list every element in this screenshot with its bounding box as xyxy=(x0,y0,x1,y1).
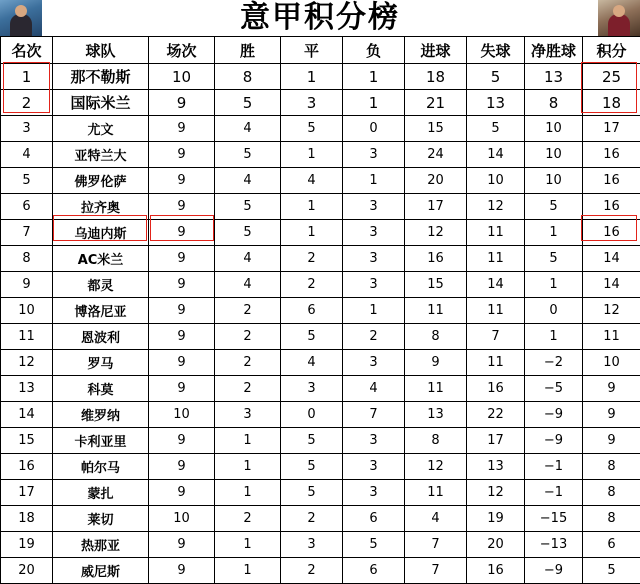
cell-rank: 13 xyxy=(1,376,53,402)
column-header-goal-diff: 净胜球 xyxy=(525,37,583,64)
cell-rank: 12 xyxy=(1,350,53,376)
cell-win: 4 xyxy=(215,168,281,194)
cell-played: 10 xyxy=(149,506,215,532)
cell-loss: 3 xyxy=(343,428,405,454)
cell-played: 9 xyxy=(149,90,215,116)
table-row[interactable] xyxy=(1,142,640,168)
cell-win: 4 xyxy=(215,272,281,298)
cell-played: 10 xyxy=(149,402,215,428)
cell-team: 国际米兰 xyxy=(53,90,149,116)
cell-goals-against: 7 xyxy=(467,324,525,350)
cell-team: 都灵 xyxy=(53,272,149,298)
cell-goals-against: 12 xyxy=(467,194,525,220)
cell-draw: 5 xyxy=(281,428,343,454)
cell-goals-against: 11 xyxy=(467,350,525,376)
cell-rank: 17 xyxy=(1,480,53,506)
cell-team: 博洛尼亚 xyxy=(53,298,149,324)
cell-points: 6 xyxy=(583,532,640,558)
cell-loss: 4 xyxy=(343,376,405,402)
cell-goals-for: 16 xyxy=(405,246,467,272)
cell-goal-diff: 10 xyxy=(525,116,583,142)
cell-goal-diff: −15 xyxy=(525,506,583,532)
cell-team: 科莫 xyxy=(53,376,149,402)
cell-rank: 19 xyxy=(1,532,53,558)
cell-goals-for: 17 xyxy=(405,194,467,220)
cell-rank: 6 xyxy=(1,194,53,220)
cell-points: 25 xyxy=(583,64,640,90)
cell-points: 9 xyxy=(583,428,640,454)
photo-figure-right xyxy=(608,14,630,36)
table-row[interactable] xyxy=(1,298,640,324)
cell-team: 乌迪内斯 xyxy=(53,220,149,246)
cell-goal-diff: 13 xyxy=(525,64,583,90)
cell-win: 3 xyxy=(215,402,281,428)
cell-draw: 5 xyxy=(281,324,343,350)
cell-loss: 7 xyxy=(343,402,405,428)
photo-head-right xyxy=(613,5,625,17)
cell-goal-diff: −5 xyxy=(525,376,583,402)
table-row[interactable] xyxy=(1,480,640,506)
cell-draw: 1 xyxy=(281,142,343,168)
cell-points: 9 xyxy=(583,402,640,428)
cell-rank: 3 xyxy=(1,116,53,142)
cell-win: 1 xyxy=(215,532,281,558)
table-body xyxy=(1,64,640,584)
cell-goals-against: 20 xyxy=(467,532,525,558)
cell-team: 罗马 xyxy=(53,350,149,376)
cell-goals-for: 9 xyxy=(405,350,467,376)
cell-win: 8 xyxy=(215,64,281,90)
cell-win: 1 xyxy=(215,454,281,480)
cell-points: 18 xyxy=(583,90,640,116)
cell-team: 莱切 xyxy=(53,506,149,532)
cell-played: 10 xyxy=(149,64,215,90)
cell-win: 2 xyxy=(215,350,281,376)
table-row[interactable] xyxy=(1,324,640,350)
cell-played: 9 xyxy=(149,272,215,298)
table-row[interactable] xyxy=(1,246,640,272)
cell-win: 2 xyxy=(215,506,281,532)
cell-played: 9 xyxy=(149,350,215,376)
cell-goal-diff: −2 xyxy=(525,350,583,376)
cell-team: 尤文 xyxy=(53,116,149,142)
cell-points: 10 xyxy=(583,350,640,376)
cell-goals-against: 16 xyxy=(467,558,525,584)
cell-goals-for: 15 xyxy=(405,116,467,142)
cell-goals-against: 19 xyxy=(467,506,525,532)
cell-loss: 0 xyxy=(343,116,405,142)
page-header xyxy=(0,0,640,36)
cell-draw: 1 xyxy=(281,194,343,220)
cell-rank: 18 xyxy=(1,506,53,532)
cell-win: 4 xyxy=(215,246,281,272)
cell-rank: 8 xyxy=(1,246,53,272)
table-row[interactable] xyxy=(1,376,640,402)
cell-goals-against: 12 xyxy=(467,480,525,506)
cell-goals-against: 5 xyxy=(467,64,525,90)
table-row[interactable] xyxy=(1,116,640,142)
table-row[interactable] xyxy=(1,194,640,220)
cell-played: 9 xyxy=(149,532,215,558)
cell-points: 11 xyxy=(583,324,640,350)
table-header-row xyxy=(1,37,640,64)
cell-goals-against: 10 xyxy=(467,168,525,194)
cell-played: 9 xyxy=(149,168,215,194)
cell-win: 1 xyxy=(215,480,281,506)
table-row[interactable] xyxy=(1,532,640,558)
cell-played: 9 xyxy=(149,142,215,168)
cell-loss: 3 xyxy=(343,194,405,220)
cell-goals-against: 17 xyxy=(467,428,525,454)
table-row[interactable] xyxy=(1,558,640,584)
cell-loss: 3 xyxy=(343,454,405,480)
cell-loss: 6 xyxy=(343,558,405,584)
cell-goal-diff: −9 xyxy=(525,428,583,454)
cell-points: 16 xyxy=(583,220,640,246)
cell-rank: 14 xyxy=(1,402,53,428)
cell-points: 12 xyxy=(583,298,640,324)
standings-table xyxy=(0,36,640,584)
cell-goal-diff: −9 xyxy=(525,558,583,584)
cell-goals-for: 13 xyxy=(405,402,467,428)
cell-rank: 2 xyxy=(1,90,53,116)
cell-points: 14 xyxy=(583,246,640,272)
cell-draw: 3 xyxy=(281,532,343,558)
cell-points: 8 xyxy=(583,480,640,506)
cell-goals-for: 21 xyxy=(405,90,467,116)
cell-draw: 5 xyxy=(281,480,343,506)
cell-goals-against: 13 xyxy=(467,454,525,480)
cell-rank: 1 xyxy=(1,64,53,90)
table-row[interactable] xyxy=(1,64,640,90)
cell-team: 拉齐奥 xyxy=(53,194,149,220)
cell-draw: 2 xyxy=(281,246,343,272)
cell-rank: 9 xyxy=(1,272,53,298)
cell-draw: 6 xyxy=(281,298,343,324)
cell-draw: 2 xyxy=(281,558,343,584)
cell-played: 9 xyxy=(149,376,215,402)
cell-loss: 3 xyxy=(343,246,405,272)
cell-points: 16 xyxy=(583,142,640,168)
column-header-goals-for: 进球 xyxy=(405,37,467,64)
cell-draw: 4 xyxy=(281,350,343,376)
cell-rank: 11 xyxy=(1,324,53,350)
cell-goals-for: 7 xyxy=(405,532,467,558)
cell-team: 维罗纳 xyxy=(53,402,149,428)
cell-goals-for: 12 xyxy=(405,220,467,246)
cell-loss: 3 xyxy=(343,142,405,168)
cell-rank: 15 xyxy=(1,428,53,454)
cell-goals-for: 12 xyxy=(405,454,467,480)
cell-points: 17 xyxy=(583,116,640,142)
cell-loss: 2 xyxy=(343,324,405,350)
cell-team: 卡利亚里 xyxy=(53,428,149,454)
cell-played: 9 xyxy=(149,194,215,220)
cell-goal-diff: −9 xyxy=(525,402,583,428)
table-row[interactable] xyxy=(1,90,640,116)
cell-goal-diff: 1 xyxy=(525,324,583,350)
cell-team: 威尼斯 xyxy=(53,558,149,584)
cell-goal-diff: 8 xyxy=(525,90,583,116)
cell-team: 热那亚 xyxy=(53,532,149,558)
cell-points: 8 xyxy=(583,506,640,532)
cell-played: 9 xyxy=(149,480,215,506)
cell-goals-for: 11 xyxy=(405,376,467,402)
cell-win: 5 xyxy=(215,194,281,220)
cell-goals-for: 20 xyxy=(405,168,467,194)
cell-rank: 4 xyxy=(1,142,53,168)
cell-loss: 1 xyxy=(343,90,405,116)
cell-points: 9 xyxy=(583,376,640,402)
cell-points: 14 xyxy=(583,272,640,298)
table-row[interactable] xyxy=(1,272,640,298)
cell-win: 5 xyxy=(215,90,281,116)
cell-draw: 3 xyxy=(281,90,343,116)
cell-goal-diff: 10 xyxy=(525,168,583,194)
cell-loss: 3 xyxy=(343,480,405,506)
cell-loss: 1 xyxy=(343,298,405,324)
cell-goals-against: 5 xyxy=(467,116,525,142)
cell-win: 5 xyxy=(215,220,281,246)
cell-draw: 0 xyxy=(281,402,343,428)
cell-goal-diff: 5 xyxy=(525,246,583,272)
table-row[interactable] xyxy=(1,428,640,454)
cell-draw: 2 xyxy=(281,506,343,532)
cell-team: 亚特兰大 xyxy=(53,142,149,168)
cell-team: 恩波利 xyxy=(53,324,149,350)
cell-loss: 5 xyxy=(343,532,405,558)
cell-rank: 16 xyxy=(1,454,53,480)
cell-win: 2 xyxy=(215,324,281,350)
cell-team: 帕尔马 xyxy=(53,454,149,480)
cell-goals-for: 8 xyxy=(405,428,467,454)
cell-rank: 5 xyxy=(1,168,53,194)
cell-played: 9 xyxy=(149,246,215,272)
cell-rank: 10 xyxy=(1,298,53,324)
table-row[interactable] xyxy=(1,350,640,376)
cell-draw: 5 xyxy=(281,454,343,480)
cell-played: 9 xyxy=(149,116,215,142)
cell-goals-against: 16 xyxy=(467,376,525,402)
cell-draw: 1 xyxy=(281,64,343,90)
column-header-draw: 平 xyxy=(281,37,343,64)
cell-goals-for: 11 xyxy=(405,298,467,324)
cell-win: 4 xyxy=(215,116,281,142)
table-row[interactable] xyxy=(1,402,640,428)
cell-team: 那不勒斯 xyxy=(53,64,149,90)
cell-goals-against: 11 xyxy=(467,220,525,246)
cell-loss: 1 xyxy=(343,168,405,194)
column-header-goals-against: 失球 xyxy=(467,37,525,64)
cell-goals-against: 11 xyxy=(467,246,525,272)
cell-goal-diff: 10 xyxy=(525,142,583,168)
table-row[interactable] xyxy=(1,220,640,246)
cell-played: 9 xyxy=(149,558,215,584)
cell-goals-against: 13 xyxy=(467,90,525,116)
cell-goals-for: 18 xyxy=(405,64,467,90)
cell-goals-against: 22 xyxy=(467,402,525,428)
cell-points: 8 xyxy=(583,454,640,480)
cell-goals-for: 15 xyxy=(405,272,467,298)
cell-points: 16 xyxy=(583,194,640,220)
photo-figure-left xyxy=(10,14,32,36)
cell-played: 9 xyxy=(149,428,215,454)
page-title: 意甲积分榜 xyxy=(240,3,400,33)
cell-played: 9 xyxy=(149,454,215,480)
cell-loss: 3 xyxy=(343,350,405,376)
cell-played: 9 xyxy=(149,298,215,324)
column-header-team: 球队 xyxy=(53,37,149,64)
cell-win: 2 xyxy=(215,298,281,324)
player-photo-right xyxy=(598,0,640,36)
cell-goals-for: 24 xyxy=(405,142,467,168)
photo-head-left xyxy=(15,5,27,17)
cell-goal-diff: −1 xyxy=(525,454,583,480)
cell-goal-diff: −1 xyxy=(525,480,583,506)
cell-goals-against: 14 xyxy=(467,272,525,298)
column-header-win: 胜 xyxy=(215,37,281,64)
column-header-points: 积分 xyxy=(583,37,640,64)
column-header-loss: 负 xyxy=(343,37,405,64)
cell-loss: 6 xyxy=(343,506,405,532)
cell-goal-diff: −13 xyxy=(525,532,583,558)
column-header-played: 场次 xyxy=(149,37,215,64)
cell-goals-against: 14 xyxy=(467,142,525,168)
cell-team: AC米兰 xyxy=(53,246,149,272)
cell-goals-for: 7 xyxy=(405,558,467,584)
cell-team: 蒙扎 xyxy=(53,480,149,506)
cell-goals-for: 8 xyxy=(405,324,467,350)
cell-goals-against: 11 xyxy=(467,298,525,324)
cell-win: 1 xyxy=(215,558,281,584)
cell-rank: 7 xyxy=(1,220,53,246)
cell-goal-diff: 1 xyxy=(525,272,583,298)
cell-draw: 4 xyxy=(281,168,343,194)
cell-loss: 3 xyxy=(343,272,405,298)
cell-points: 16 xyxy=(583,168,640,194)
cell-goal-diff: 5 xyxy=(525,194,583,220)
cell-loss: 3 xyxy=(343,220,405,246)
cell-loss: 1 xyxy=(343,64,405,90)
cell-goals-for: 11 xyxy=(405,480,467,506)
cell-draw: 5 xyxy=(281,116,343,142)
player-photo-left xyxy=(0,0,42,36)
cell-goal-diff: 1 xyxy=(525,220,583,246)
table-row[interactable] xyxy=(1,168,640,194)
cell-draw: 1 xyxy=(281,220,343,246)
cell-goals-for: 4 xyxy=(405,506,467,532)
cell-team: 佛罗伦萨 xyxy=(53,168,149,194)
cell-played: 9 xyxy=(149,220,215,246)
cell-win: 5 xyxy=(215,142,281,168)
table-row[interactable] xyxy=(1,454,640,480)
cell-draw: 2 xyxy=(281,272,343,298)
cell-goal-diff: 0 xyxy=(525,298,583,324)
cell-win: 2 xyxy=(215,376,281,402)
cell-win: 1 xyxy=(215,428,281,454)
cell-rank: 20 xyxy=(1,558,53,584)
cell-played: 9 xyxy=(149,324,215,350)
cell-points: 5 xyxy=(583,558,640,584)
cell-draw: 3 xyxy=(281,376,343,402)
column-header-rank: 名次 xyxy=(1,37,53,64)
